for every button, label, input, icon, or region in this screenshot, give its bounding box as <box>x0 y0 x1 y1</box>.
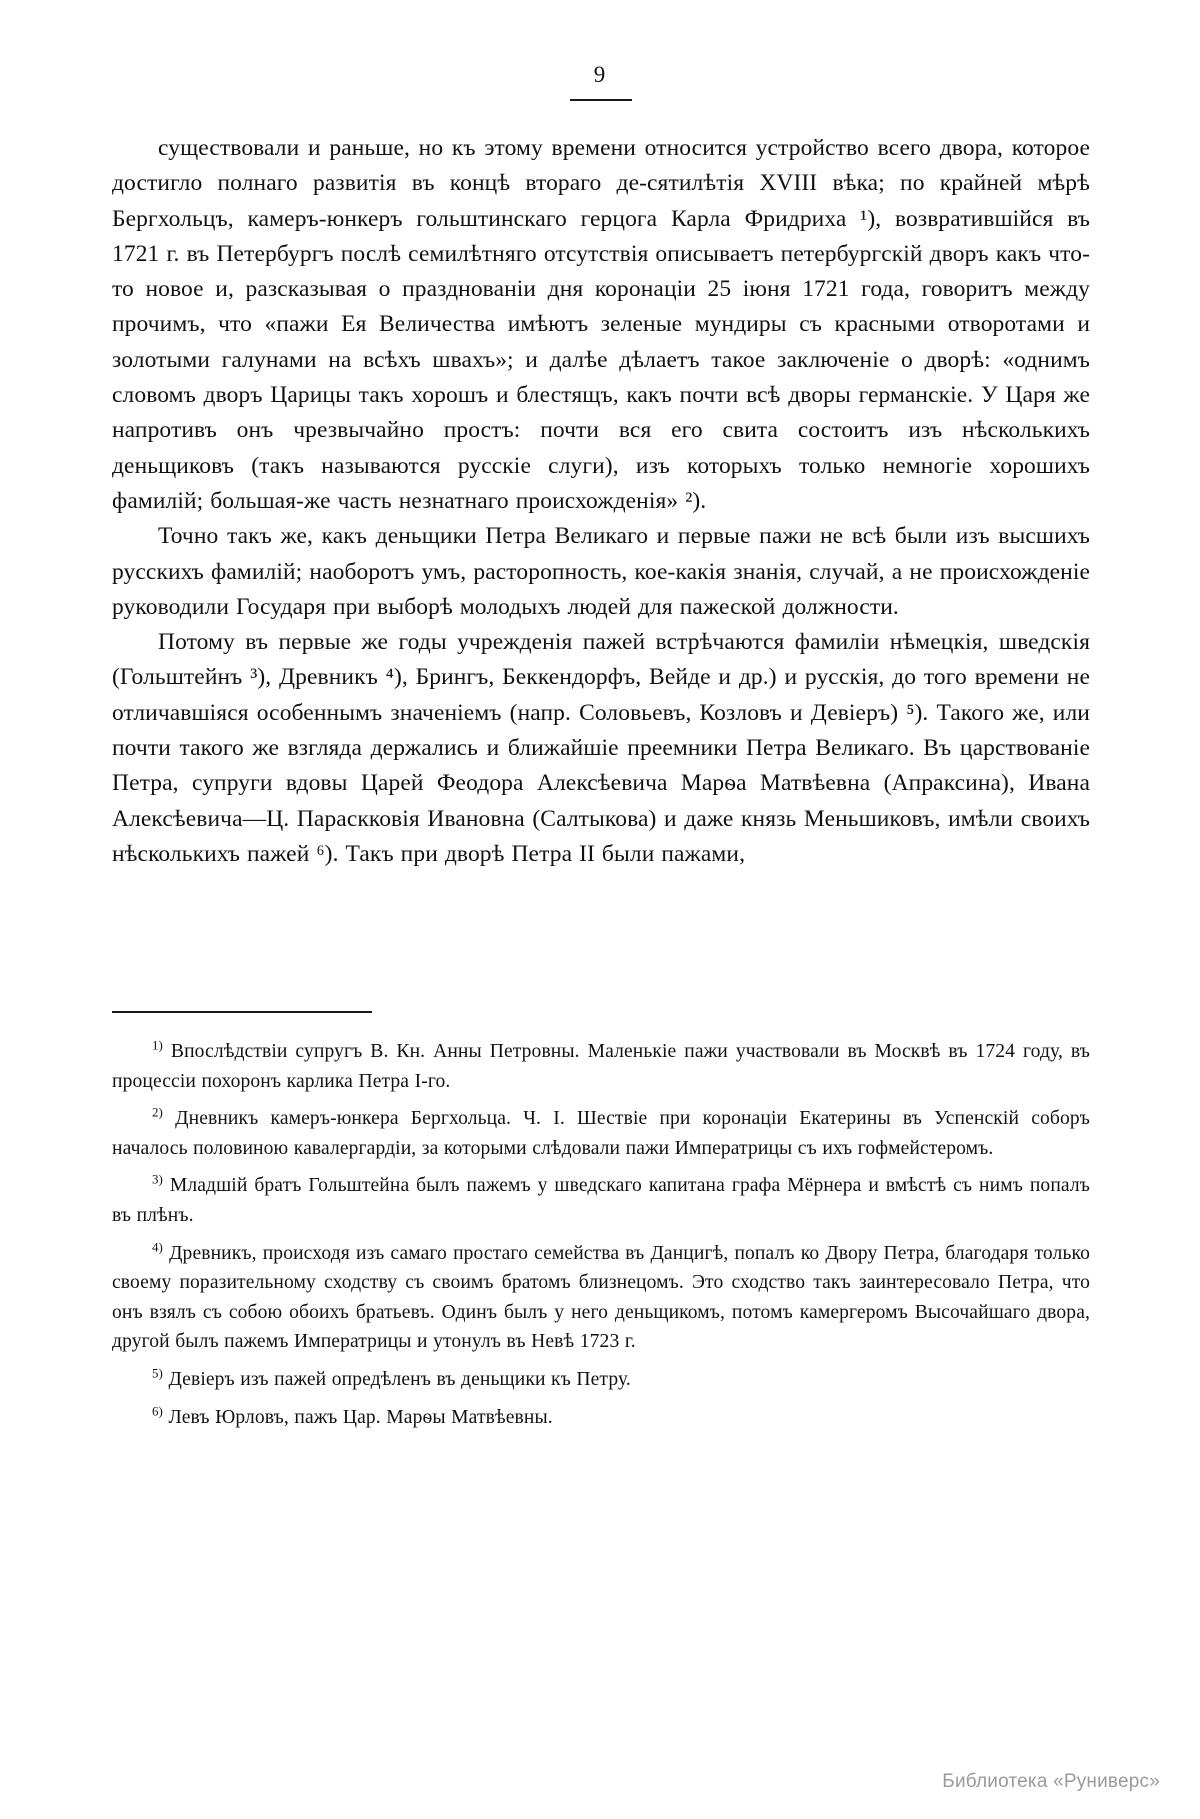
footnote-5 <box>112 1365 1090 1395</box>
footnote-marker-5: 5) <box>152 1365 163 1381</box>
paragraph-1: существовали и раньше, но къ этому времени относится устройство всего двора, которое достигло полнаго развитія въ концѣ втораго де-сятилѣтія XVIII вѣка; по крайней мѣрѣ Бергхольцъ, камеръ-юнкеръ гольштинскаго герцога Карла Фридриха ¹), возвратившійся въ 1721 г. въ Петербургъ послѣ семилѣтняго отсутствія описываетъ петербургскій дворъ какъ что-то новое и, разсказывая о празднованіи дня коронаціи 25 іюня 1721 года, говоритъ между прочимъ, что «пажи Ея Величества имѣютъ зеленые мундиры съ красными отворотами и золотыми галунами на всѣхъ швахъ»; и далѣе дѣлаетъ такое заключеніе о дворѣ: «однимъ словомъ дворъ Царицы такъ хорошъ и блестящъ, какъ почти всѣ дворы германскіе. У Царя же напротивъ онъ чрезвычайно простъ: почти вся его свита состоитъ изъ нѣсколькихъ деньщиковъ (такъ называются русскіе слуги), изъ которыхъ только немногіе хорошихъ фамилій; большая-же часть незнатнаго происхожденія» ²). <box>112 135 1090 514</box>
paragraph-3: Потому въ первые же годы учрежденія пажей встрѣчаются фамиліи нѣмецкія, шведскія (Гольштейнъ ³), Древникъ ⁴), Брингъ, Беккендорфъ, Вейде и др.) и русскія, до того времени не отличавшіяся особеннымъ значеніемъ (напр. Соловьевъ, Козловъ и Девіеръ) ⁵). Такого же, или почти такого же взгляда держались и ближайшіе преемники Петра Великаго. Въ царствованіе Петра, супруги вдовы Царей Феодора Алексѣевича Марѳа Матвѣевна (Апраксина), Ивана Алексѣевича—Ц. Параскковія Ивановна (Салтыкова) и даже князь Меньшиковъ, имѣли своихъ нѣсколькихъ пажей ⁶). Такъ при дворѣ Петра II были пажами, <box>112 629 1090 867</box>
footnote-separator <box>112 1011 372 1013</box>
footnote-text-3: Младшій братъ Гольштейна былъ пажемъ у шведскаго капитана графа Мёрнера и вмѣстѣ съ нимъ попалъ въ плѣнъ. <box>112 1175 1090 1226</box>
footnote-3 <box>112 1171 1090 1230</box>
footnote-text-6: Левъ Юрловъ, пажъ Цар. Марѳы Матвѣевны. <box>168 1406 553 1428</box>
footnote-6 <box>112 1403 1090 1433</box>
footnote-text-1: Впослѣдствіи супругъ В. Кн. Анны Петровны. Маленькіе пажи участвовали въ Москвѣ въ 1724 году, въ процессіи похоронъ карлика Петра I-го. <box>112 1041 1090 1092</box>
footnote-marker-2: 2) <box>152 1104 163 1120</box>
page-number: 9 <box>593 62 607 87</box>
footnote-marker-1: 1) <box>152 1037 163 1053</box>
library-watermark: Библиотека «Руниверс» <box>942 1771 1160 1792</box>
footnote-1 <box>112 1037 1090 1096</box>
footnote-2 <box>112 1104 1090 1163</box>
page-number-rule <box>570 99 632 101</box>
paragraph-2: Точно такъ же, какъ деньщики Петра Великаго и первые пажи не всѣ были изъ высшихъ русскихъ фамилій; наоборотъ умъ, расторопность, кое-какія знанія, случай, а не происхожденіе руководили Государя при выборѣ молодыхъ людей для пажеской должности. <box>112 523 1090 620</box>
footnote-marker-3: 3) <box>152 1171 163 1187</box>
footnote-text-4: Древникъ, происходя изъ самаго простаго семейства въ Данцигѣ, попалъ ко Двору Петра, благодаря только своему поразительному сходству съ своимъ братомъ близнецомъ. Это сходство такъ заинтересовало Петра, что онъ взялъ съ собою обоихъ братьевъ. Одинъ былъ у него деньщикомъ, потомъ камергеромъ Высочайшаго двора, другой былъ пажемъ Императрицы и утонулъ въ Невѣ 1723 г. <box>112 1242 1090 1353</box>
footnote-marker-6: 6) <box>152 1403 163 1418</box>
footnote-4 <box>112 1239 1090 1357</box>
footnotes-block <box>112 1037 1090 1432</box>
footnote-marker-4: 4) <box>152 1239 163 1255</box>
footnote-text-2: Дневникъ камеръ-юнкера Бергхольца. Ч. I. Шествіе при коронаціи Екатерины въ Успенскій соборъ началось половиною кавалергардіи, за которыми слѣдовали пажи Императрицы съ ихъ гофмейстеромъ. <box>112 1108 1091 1159</box>
body-text <box>112 131 1090 872</box>
footnote-text-5: Девіеръ изъ пажей опредѣленъ въ деньщики къ Петру. <box>168 1368 631 1390</box>
